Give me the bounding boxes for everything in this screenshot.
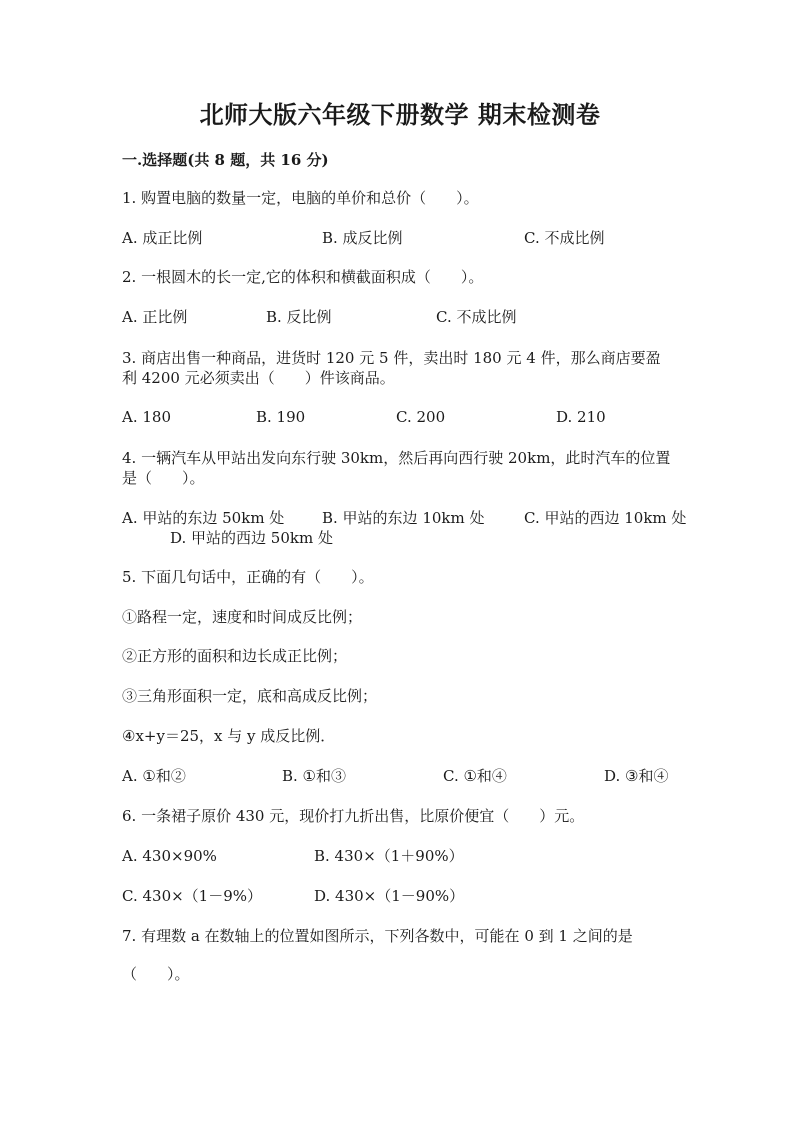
question-1-option-b: B. 成反比例	[322, 229, 403, 247]
question-4-option-b: B. 甲站的东边 10km 处	[322, 509, 485, 527]
question-3-text-line-1: 3. 商店出售一种商品，进货时 120 元 5 件，卖出时 180 元 4 件，那么商店要盈	[122, 349, 661, 367]
question-3-text-line-2: 利 4200 元必须卖出（ ）件该商品。	[122, 369, 395, 387]
question-2-text: 2. 一根圆木的长一定,它的体积和横截面积成（ ）。	[122, 268, 484, 286]
question-1-option-c: C. 不成比例	[524, 229, 605, 247]
question-3-option-c: C. 200	[396, 408, 446, 426]
question-3-option-b: B. 190	[256, 408, 306, 426]
question-4-option-a: A. 甲站的东边 50km 处	[122, 509, 285, 527]
question-1-option-a: A. 成正比例	[122, 229, 203, 247]
question-5-statement-3: ③三角形面积一定，底和高成反比例；	[122, 687, 378, 705]
question-2-option-a: A. 正比例	[122, 308, 188, 326]
question-3-option-d: D. 210	[556, 408, 606, 426]
question-6-option-b: B. 430×（1＋90%）	[314, 847, 464, 865]
question-5-option-c: C. ①和④	[443, 767, 507, 785]
page-title: 北师大版六年级下册数学 期末检测卷	[199, 100, 601, 129]
question-5-text: 5. 下面几句话中，正确的有（ ）。	[122, 568, 374, 586]
question-1-text: 1. 购置电脑的数量一定，电脑的单价和总价（ ）。	[122, 189, 479, 207]
question-6-text: 6. 一条裙子原价 430 元，现价打九折出售，比原价便宜（ ）元。	[122, 807, 585, 825]
question-4-text-line-2: 是（ ）。	[122, 469, 205, 487]
question-6-option-a: A. 430×90%	[122, 847, 217, 865]
question-5-statement-2: ②正方形的面积和边长成正比例；	[122, 647, 348, 665]
question-2-option-b: B. 反比例	[266, 308, 332, 326]
question-6-option-c: C. 430×（1－9%）	[122, 887, 263, 905]
question-5-statement-4: ④x+y＝25，x 与 y 成反比例．	[122, 727, 336, 745]
question-5-option-b: B. ①和③	[282, 767, 347, 785]
question-7-text-line-2: （ ）。	[122, 965, 190, 983]
question-4-option-c: C. 甲站的西边 10km 处	[524, 509, 687, 527]
question-5-option-d: D. ③和④	[604, 767, 669, 785]
question-7-text-line-1: 7. 有理数 a 在数轴上的位置如图所示，下列各数中，可能在 0 到 1 之间的是	[122, 927, 633, 945]
question-4-text-line-1: 4. 一辆汽车从甲站出发向东行驶 30km，然后再向西行驶 20km，此时汽车的位置	[122, 449, 671, 467]
question-5-statement-1: ①路程一定，速度和时间成反比例；	[122, 608, 363, 626]
question-6-option-d: D. 430×（1－90%）	[314, 887, 465, 905]
question-3-option-a: A. 180	[122, 408, 171, 426]
question-2-option-c: C. 不成比例	[436, 308, 517, 326]
question-5-option-a: A. ①和②	[122, 767, 186, 785]
question-4-option-d: D. 甲站的西边 50km 处	[170, 529, 333, 547]
section-heading: 一.选择题(共 8 题，共 16 分)	[122, 151, 329, 169]
